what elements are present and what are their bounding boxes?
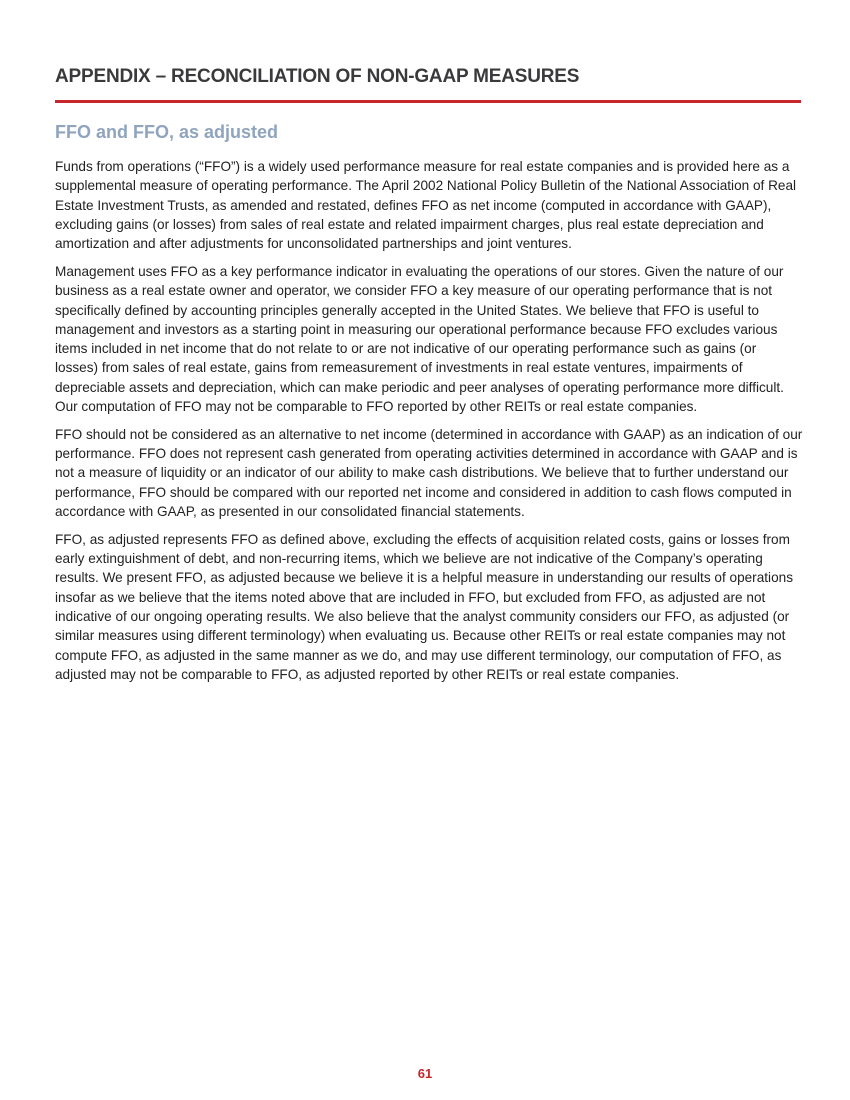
page-title: APPENDIX – RECONCILIATION OF NON-GAAP MEASURES	[55, 66, 580, 87]
paragraph-ffo-adjusted: FFO, as adjusted represents FFO as defined above, excluding the effects of acquisition related costs, gains or losses from early extinguishment of debt, and non-recurring items, which we believe are not indicative of the Company’s operating results. We present FFO, as adjusted because we believe it is a helpful measure in understanding our results of operations insofar as we believe that the items noted above that are included in FFO, but excluded from FFO, as adjusted are not indicative of our ongoing operating results. We also believe that the analyst community considers our FFO, as adjusted (or similar measures using different terminology) when evaluating us. Because other REITs or real estate companies may not compute FFO, as adjusted in the same manner as we do, and may use different terminology, our computation of FFO, as adjusted may not be comparable to FFO, as adjusted reported by other REITs or real estate companies.	[55, 531, 793, 682]
paragraph-not-alternative: FFO should not be considered as an alternative to net income (determined in accordance with GAAP) as an indication of our performance. FFO does not represent cash generated from operating activities determined in accordance with GAAP and is not a measure of liquidity or an indicator of our ability to make cash distributions. We believe that to further understand our performance, FFO should be compared with our reported net income and considered in addition to cash flows computed in accordance with GAAP, as presented in our consolidated financial statements.	[55, 426, 803, 520]
paragraph-management-use: Management uses FFO as a key performance indicator in evaluating the operations of our stores. Given the nature of our business as a real estate owner and operator, we consider FFO a key measure of our operating performance that is not specifically defined by accounting principles generally accepted in the United States. We believe that FFO is useful to management and investors as a starting point in measuring our operational performance because FFO excludes various items included in net income that do not relate to or are not indicative of our operating performance such as gains (or losses) from sales of real estate, gains from remeasurement of investments in real estate ventures, impairments of depreciable assets and depreciation, which can make periodic and peer analyses of operating performance more difficult. Our computation of FFO may not be comparable to FFO reported by other REITs or real estate companies.	[55, 263, 784, 415]
body-text	[55, 157, 803, 693]
page-number: 61	[417, 1066, 433, 1081]
title-divider	[55, 100, 801, 103]
paragraph-ffo-definition: Funds from operations (“FFO”) is a widely used performance measure for real estate companies and is provided here as a supplemental measure of operating performance. The April 2002 National Policy Bulletin of the National Association of Real Estate Investment Trusts, as amended and restated, defines FFO as net income (computed in accordance with GAAP), excluding gains (or losses) from sales of real estate and related impairment charges, plus real estate depreciation and amortization and after adjustments for unconsolidated partnerships and joint ventures.	[55, 159, 797, 252]
section-heading: FFO and FFO, as adjusted	[55, 122, 279, 142]
